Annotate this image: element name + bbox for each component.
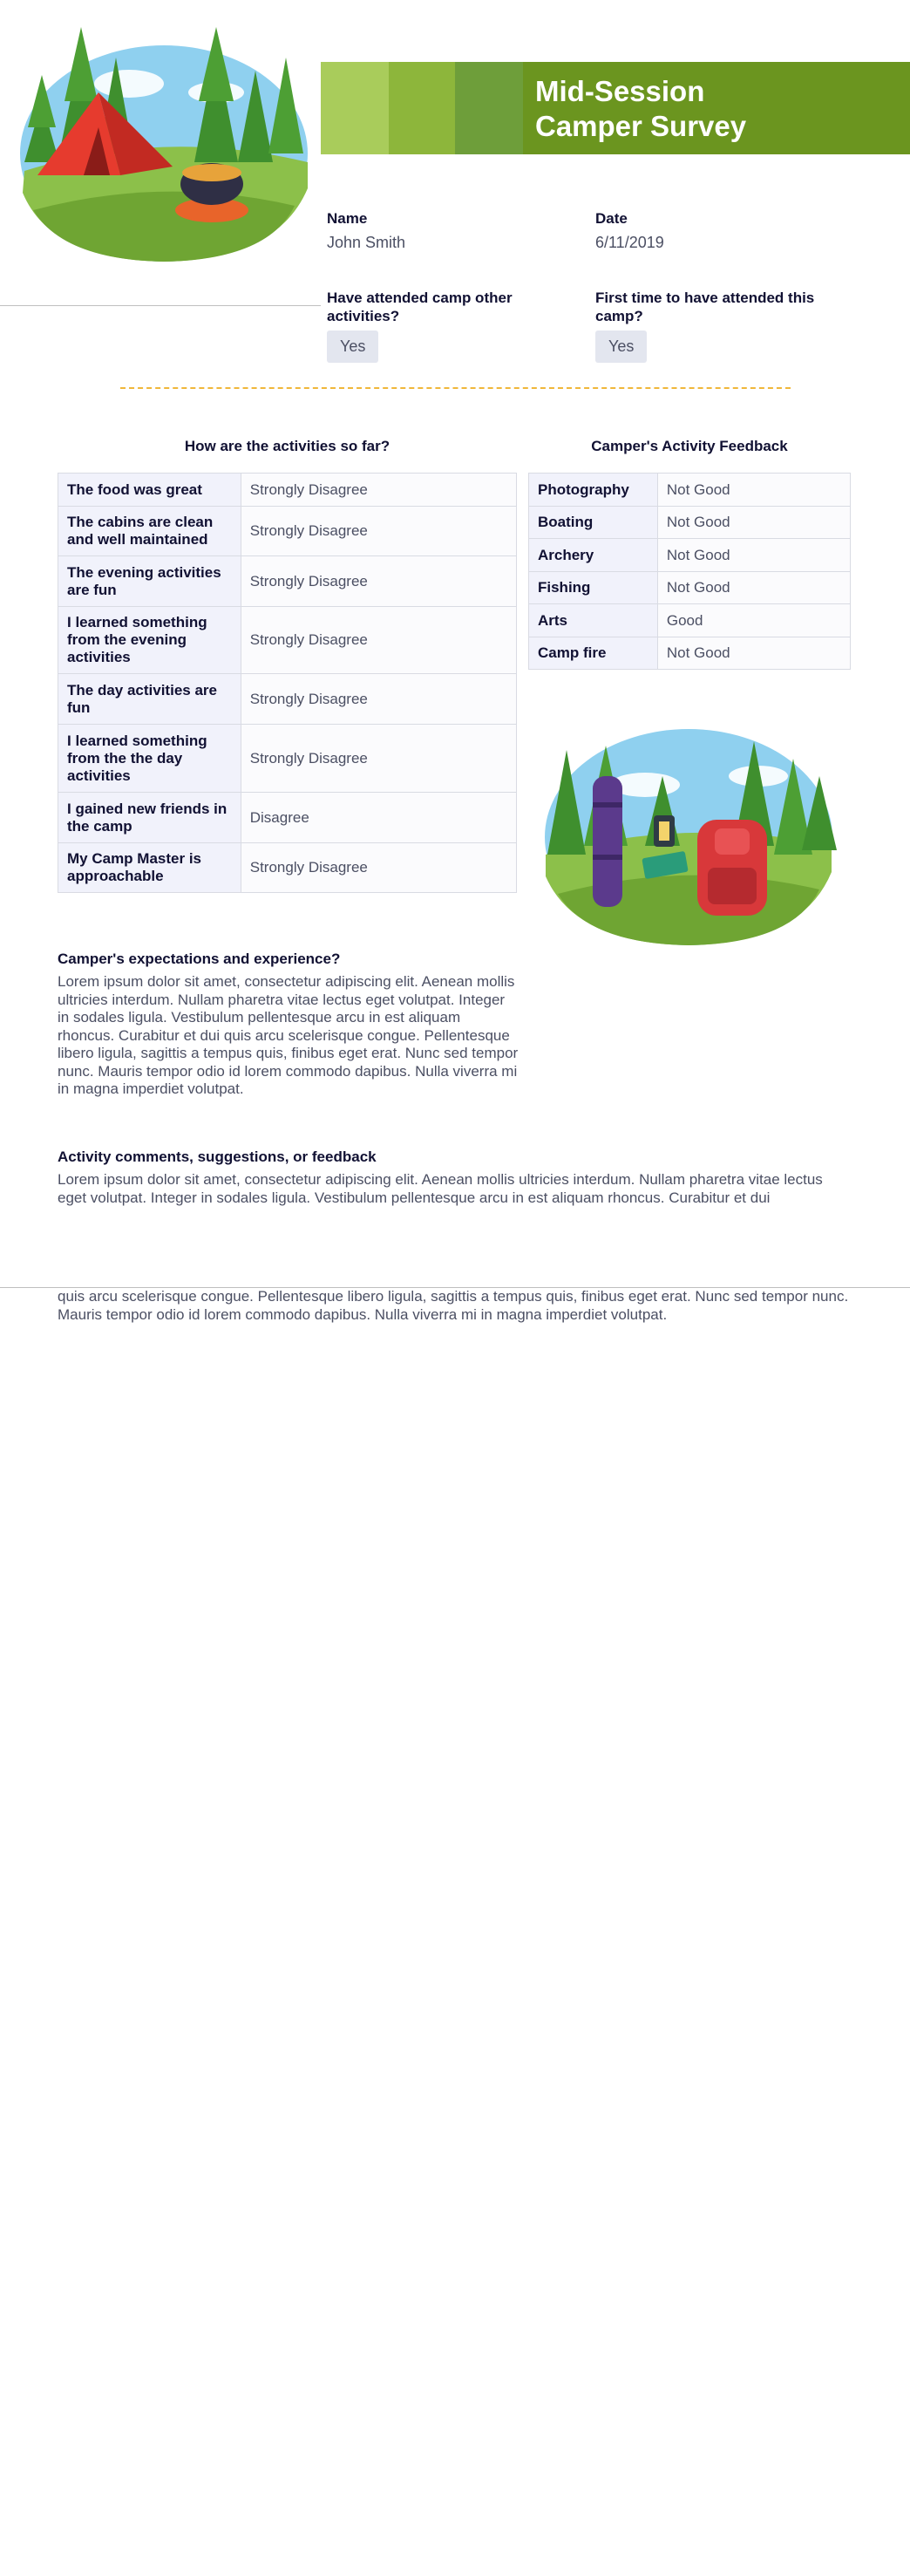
attended-other-value: Yes [327, 331, 378, 363]
activity-answer: Strongly Disagree [241, 607, 516, 674]
attended-other-label: Have attended camp other activities? [327, 290, 513, 324]
table-row [529, 604, 851, 637]
feedback-activity: Boating [529, 507, 658, 539]
activity-question: I gained new friends in the camp [58, 793, 241, 843]
camp-gear-illustration [540, 715, 837, 947]
title-line-2: Camper Survey [535, 110, 747, 142]
name-label: Name [327, 210, 368, 227]
band-stripe [455, 62, 523, 154]
feedback-rating: Not Good [657, 637, 850, 670]
camp-tent-illustration [16, 23, 312, 267]
title-line-1: Mid-Session [535, 75, 705, 107]
activity-answer: Strongly Disagree [241, 556, 516, 607]
table-row [529, 474, 851, 507]
feedback-activity: Archery [529, 539, 658, 572]
activity-answer: Disagree [241, 793, 516, 843]
feedback-table [528, 473, 851, 670]
table-row [529, 572, 851, 604]
feedback-rating: Good [657, 604, 850, 637]
feedback-rating: Not Good [657, 474, 850, 507]
table-row [529, 507, 851, 539]
expectations-title: Camper's expectations and experience? [58, 951, 341, 967]
feedback-activity: Photography [529, 474, 658, 507]
feedback-rating: Not Good [657, 507, 850, 539]
first-time-label: First time to have attended this camp? [595, 290, 815, 324]
activity-question: I learned something from the evening activities [58, 607, 241, 674]
activity-answer: Strongly Disagree [241, 725, 516, 793]
table-row [529, 637, 851, 670]
comments-text-part2: quis arcu scelerisque congue. Pellentesque libero ligula, sagittis a tempus quis, finibus eget erat. Nunc sed tempor nunc. Mauris tempor odio id lorem commodo dapibus. Nulla viverra mi in magna imperdiet volutpat. [58, 1288, 849, 1323]
activities-table [58, 473, 517, 893]
activity-question: My Camp Master is approachable [58, 843, 241, 893]
activity-question: The day activities are fun [58, 674, 241, 725]
dashed-divider [120, 387, 791, 389]
activity-question: The food was great [58, 474, 241, 507]
page-title [535, 74, 746, 144]
table-row [58, 674, 517, 725]
feedback-rating: Not Good [657, 539, 850, 572]
divider-line [0, 305, 321, 306]
band-stripe [389, 62, 455, 154]
activity-question: The cabins are clean and well maintained [58, 507, 241, 556]
table-row [58, 607, 517, 674]
table-row [58, 556, 517, 607]
activity-answer: Strongly Disagree [241, 843, 516, 893]
first-time-value: Yes [595, 331, 647, 363]
table-row [58, 474, 517, 507]
activity-answer: Strongly Disagree [241, 507, 516, 556]
comments-text-part1: Lorem ipsum dolor sit amet, consectetur adipiscing elit. Aenean mollis ultricies interdum. Nullam pharetra vitae lectus eget volutpat. Integer in sodales ligula. Vestibulum pellentesque arcu in est aliquam rhoncus. Curabitur et dui [58, 1171, 823, 1206]
table-row [58, 843, 517, 893]
table-row [58, 793, 517, 843]
activity-question: The evening activities are fun [58, 556, 241, 607]
table-row [58, 507, 517, 556]
comments-title: Activity comments, suggestions, or feedback [58, 1148, 377, 1165]
table-row [58, 725, 517, 793]
activities-table-title: How are the activities so far? [184, 438, 390, 454]
feedback-activity: Fishing [529, 572, 658, 604]
table-row [529, 539, 851, 572]
activity-answer: Strongly Disagree [241, 674, 516, 725]
date-label: Date [595, 210, 628, 227]
feedback-activity: Camp fire [529, 637, 658, 670]
header-band [321, 62, 910, 154]
feedback-rating: Not Good [657, 572, 850, 604]
activity-question: I learned something from the the day activities [58, 725, 241, 793]
name-value: John Smith [327, 234, 406, 251]
date-value: 6/11/2019 [595, 234, 664, 251]
activity-answer: Strongly Disagree [241, 474, 516, 507]
feedback-table-title: Camper's Activity Feedback [591, 438, 788, 454]
expectations-text: Lorem ipsum dolor sit amet, consectetur adipiscing elit. Aenean mollis ultricies interdum. Nullam pharetra vitae lectus eget volutpat. Integer in sodales ligula. Vestibulum pellentesque arcu in est aliquam rhoncus. Curabitur et dui quis arcu scelerisque congue. Pellentesque libero ligula, sagittis a tempus quis, finibus eget erat. Nunc sed tempor nunc. Mauris tempor odio id lorem commodo dapibus. Nulla viverra mi in magna imperdiet volutpat. [58, 973, 519, 1097]
feedback-activity: Arts [529, 604, 658, 637]
band-stripe [321, 62, 389, 154]
